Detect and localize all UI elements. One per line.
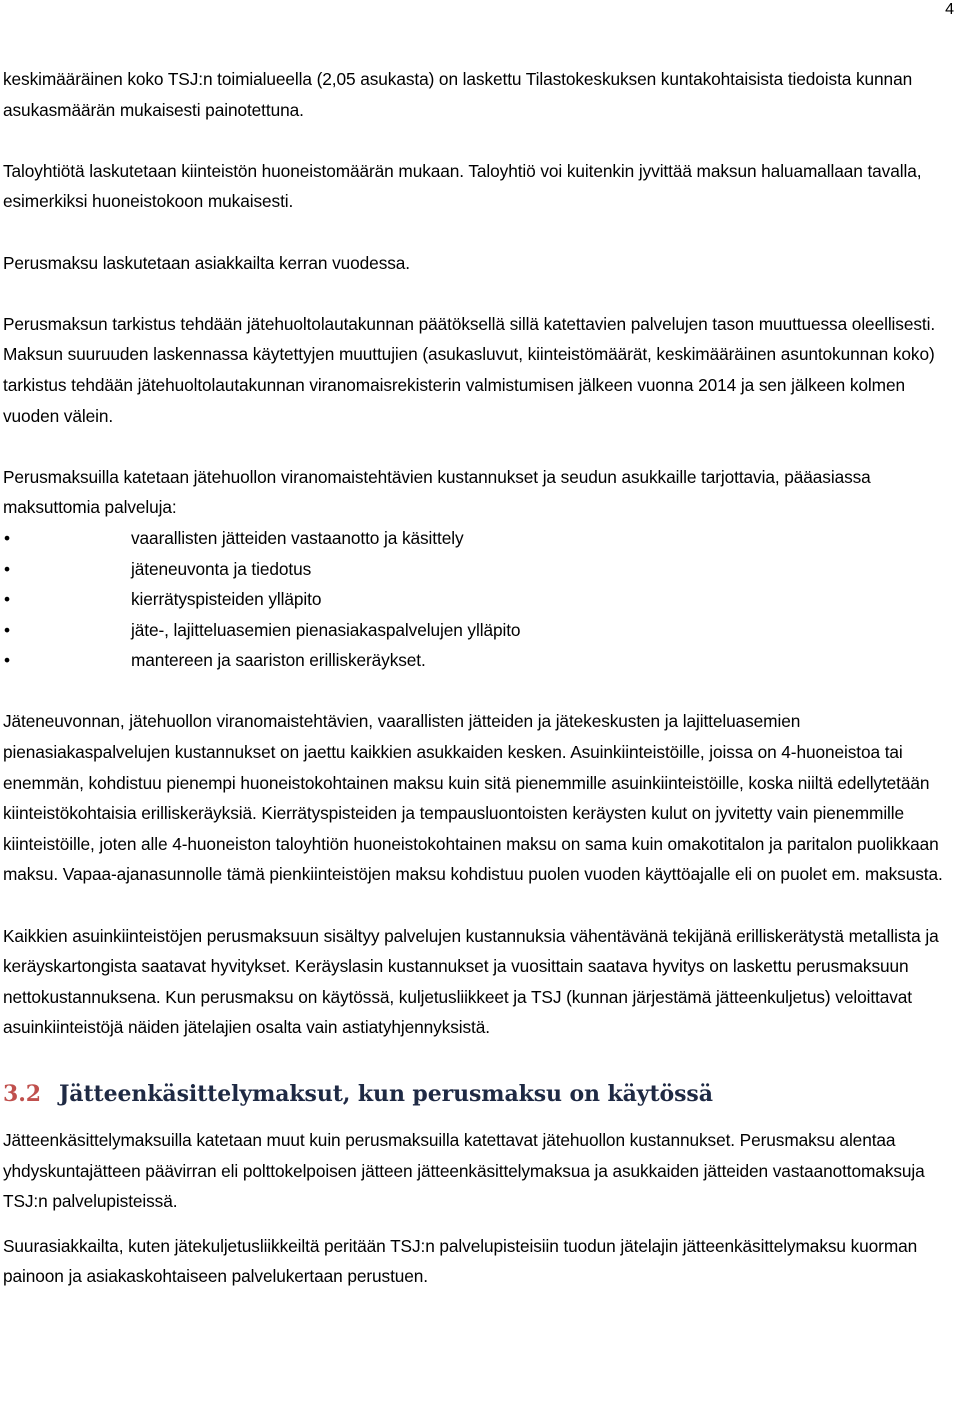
bullet-icon: •: [4, 558, 10, 579]
bullet-icon: •: [4, 650, 10, 671]
paragraph: Perusmaksu laskutetaan asiakkailta kerran vuodessa.: [3, 252, 410, 273]
service-list: [3, 523, 953, 676]
paragraph: Jätteenkäsittelymaksuilla katetaan muut kuin perusmaksuilla katettavat jätehuollon kustannukset. Perusmaksu alentaa yhdyskuntajätteen päävirran eli polttokelpoisen jätteen jätteenkäsittelymaksua ja asukkaiden jätteiden vastaanottomaksuja TSJ:n palvelupisteissä.: [3, 1130, 925, 1212]
bullet-icon: •: [4, 527, 10, 548]
section-number: 3.2: [3, 1081, 41, 1107]
list-item-text: vaarallisten jätteiden vastaanotto ja käsittely: [131, 527, 464, 548]
paragraph: Suurasiakkailta, kuten jätekuljetusliikkeiltä peritään TSJ:n palvelupisteisiin tuodun jätelajin jätteenkäsittelymaksu kuorman painoon ja asiakaskohtaiseen palvelukertaan perustuen.: [3, 1235, 918, 1287]
paragraph: Jäteneuvonnan, jätehuollon viranomaistehtävien, vaarallisten jätteiden ja jätekeskusten ja lajitteluasemien pienasiakaspalvelujen kustannukset on jaettu kaikkien asukkaiden kesken. Asuinkiinteistöille, joissa on 4-huoneistoa tai enemmän, kohdistuu pienempi huoneistokohtainen maksu kuin sitä pienemmille asuinkiinteistöille, koska niiltä edellytetään kiinteistökohtaisia erilliskeräyksiä. Kierrätyspisteiden ja tempausluontoisten keräysten kulut on jyvitetty vain pienemmille kiinteistöille, joten alle 4-huoneiston taloyhtiön huoneistokohtainen maksu on sama kuin omakotitalon ja paritalon puolikkaan maksu. Vapaa-ajanasunnolle tämä pienkiinteistöjen maksu kohdistuu puolen vuoden käyttöajalle eli on puolet em. maksusta.: [3, 711, 943, 885]
list-item: [3, 523, 953, 554]
list-item-text: jäteneuvonta ja tiedotus: [131, 558, 312, 579]
list-item: [3, 584, 953, 615]
paragraph: Perusmaksun tarkistus tehdään jätehuoltolautakunnan päätöksellä sillä katettavien palvelujen tason muuttuessa oleellisesti. Maksun suuruuden laskennassa käytettyjen muuttujien (asukasluvut, kiinteistömäärät, keskimääräinen asuntokunnan koko) tarkistus tehdään jätehuoltolautakunnan viranomaisrekisterin valmistumisen jälkeen vuonna 2014 ja sen jälkeen kolmen vuoden välein.: [3, 313, 936, 426]
paragraph: Kaikkien asuinkiinteistöjen perusmaksuun sisältyy palvelujen kustannuksia vähentävänä tekijänä erilliskerätystä metallista ja keräyskartongista saatavat hyvitykset. Keräyslasin kustannukset ja vuosittain saatava hyvitys on laskettu perusmaksuun nettokustannuksena. Kun perusmaksu on käytössä, kuljetusliikkeet ja TSJ (kunnan järjestämä jätteenkuljetus) veloittavat asuinkiinteistöjä näiden jätelajien osalta vain astiatyhjennyksistä.: [3, 925, 939, 1038]
list-item: [3, 615, 953, 646]
list-item-text: jäte-, lajitteluasemien pienasiakaspalvelujen ylläpito: [131, 619, 521, 640]
paragraph: Taloyhtiötä laskutetaan kiinteistön huoneistomäärän mukaan. Taloyhtiö voi kuitenkin jyvittää maksun haluamallaan tavalla, esimerkiksi huoneistokoon mukaisesti.: [3, 160, 922, 212]
document-body: [3, 64, 953, 1323]
page-number: 4: [945, 1, 954, 18]
bullet-icon: •: [4, 589, 10, 610]
list-item: [3, 554, 953, 585]
section-title: Jätteenkäsittelymaksut, kun perusmaksu on käytössä: [59, 1081, 713, 1107]
bullet-icon: •: [4, 619, 10, 640]
paragraph: Perusmaksuilla katetaan jätehuollon viranomaistehtävien kustannukset ja seudun asukkaille tarjottavia, pääasiassa maksuttomia palveluja:: [3, 466, 871, 518]
list-item: [3, 645, 953, 676]
list-item-text: kierrätyspisteiden ylläpito: [131, 589, 322, 610]
paragraph: keskimääräinen koko TSJ:n toimialueella (2,05 asukasta) on laskettu Tilastokeskuksen kuntakohtaisista tiedoista kunnan asukasmäärän mukaisesti painotettuna.: [3, 69, 913, 120]
list-item-text: mantereen ja saariston erilliskeräykset.: [131, 650, 426, 671]
section-heading: [3, 1079, 953, 1109]
